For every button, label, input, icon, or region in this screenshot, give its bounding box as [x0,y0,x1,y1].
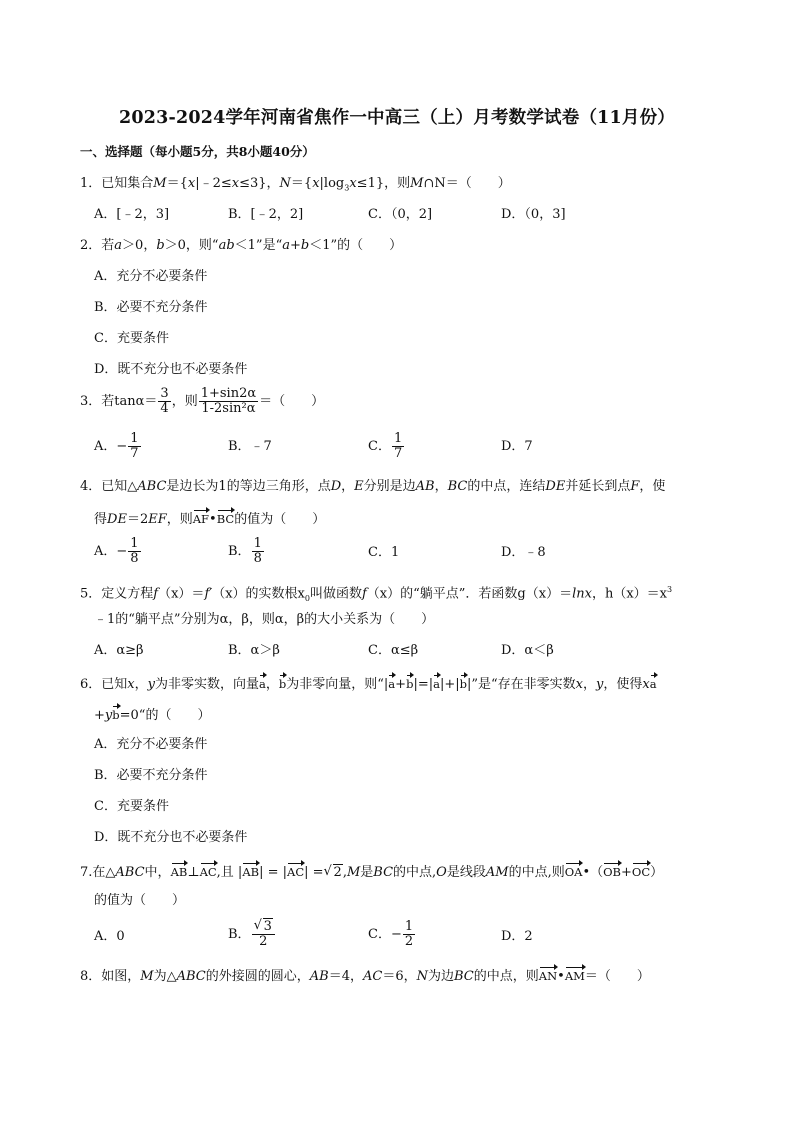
q8-text: 为边 [427,969,454,984]
q1-var: M [153,176,167,191]
q4-text: 4．已知△ [80,479,138,494]
q7-var: M [346,865,361,880]
q2-text: 2．若 [80,238,115,253]
q7-text: 是 [360,865,374,880]
q4-text: 的中点，连结 [467,479,546,494]
q2-var: ab [218,238,235,253]
q3-a-den: 7 [130,446,139,461]
q6-text: ，使得 [603,677,643,692]
q1-text: |log [319,176,345,191]
q3-option-a[interactable] [94,432,142,462]
q6-var: x [127,677,135,692]
q7-vector: AB [171,862,188,878]
q4-a-sign: − [116,544,128,559]
q7-var: ABC [115,865,145,880]
q1-text: ≤1}，则 [356,176,411,191]
q6-var: y [596,677,604,692]
q5-text: 5．定义方程 [80,586,154,602]
q7-option-a[interactable]: A．0 [94,929,125,944]
q8-dot: • [557,969,565,984]
q5-var: lnx [572,586,592,602]
q8-var: BC [454,969,474,984]
q4-text: 分别是边 [363,479,416,494]
q5-option-d[interactable]: D．α＜β [501,643,554,658]
q4-text: 是边长为1的等边三角形，点 [166,479,331,494]
q4-text: ＝2 [126,512,149,527]
q5-option-b[interactable]: B．α＞β [228,643,280,658]
q7-b-label: B． [228,927,251,942]
q7-option-d[interactable]: D．2 [501,929,533,944]
q4-option-a[interactable] [94,537,142,567]
q6-var: y [147,677,155,692]
q5-text: （x）＝ [158,586,205,602]
q4-b-num: 1 [253,536,262,551]
q7-c-num: 1 [404,919,414,934]
question-6-cont [94,705,210,724]
q4-text: 的值为（ ） [234,512,326,527]
q6-text: 为非零实数，向量 [155,677,260,692]
q7-b-num [252,920,275,935]
q8-text: 为△ [153,969,177,984]
q7-radicand: 2 [333,865,342,880]
q4-b-fraction [252,537,264,566]
q3-a-num: 1 [130,431,139,446]
q6-vector: b [279,674,286,690]
q7-b-fraction [252,920,275,949]
question-8 [80,966,650,985]
q5-option-a[interactable]: A．α≥β [94,643,144,658]
q6-vector: b [112,705,119,721]
q7-vector: OC [632,862,650,878]
q7-text: 7.在△ [80,865,116,880]
q7-text: ） [650,865,664,880]
q2-var: a [114,238,123,253]
question-3 [80,387,324,417]
q6-text: ， [583,677,597,692]
q6-text: + [395,677,407,692]
question-5-cont: ﹣1的“躺平点”分别为α，β，则α，β的大小关系为（ ） [94,612,435,627]
q4-option-d[interactable]: D．﹣8 [501,545,546,560]
q2-var: b [156,238,165,253]
q3-frac-den: 4 [160,401,169,416]
q5-subscript: 0 [304,593,310,603]
q4-text: ，则 [166,512,193,527]
q4-text: ， [434,479,448,494]
q4-a-num: 1 [130,536,139,551]
q8-text: 的外接圆的圆心， [205,969,310,984]
q4-b-label: B． [228,544,251,559]
q1-text: 1．已知集合 [80,176,154,191]
q5-var: f′ [204,586,213,602]
q2-option-a[interactable]: A．充分不必要条件 [94,269,208,284]
q7-text: （ [590,865,604,880]
q4-var: F [630,479,640,494]
q7-b-radicand: 3 [263,919,272,934]
q5-text: （x）的实数根x [212,586,305,602]
q4-var: BC [447,479,468,494]
q1-option-b[interactable]: B．[﹣2，2] [228,207,304,222]
q6-var: y [104,708,113,723]
q6-var: x [575,677,584,692]
q5-var: f [361,586,367,602]
q2-option-d[interactable]: D．既不充分也不必要条件 [94,362,248,377]
question-5 [80,582,672,607]
q5-option-c[interactable]: C．α≤β [368,643,419,658]
q7-dot: • [582,865,591,880]
q7-text: | = [304,865,324,880]
q7-text: 是线段 [446,865,486,880]
q3-a-sign: − [116,439,128,454]
q7-vector: AC [287,862,304,878]
q4-vector: AF [193,509,209,525]
question-2 [80,238,402,254]
q6-text: |”是“存在非零实数 [466,677,576,692]
q7-text: ,且 | [216,865,243,880]
q3-expr-den: 1-2sin²α [201,401,256,416]
q7-vector: OB [603,862,621,878]
q4-text: 得 [94,512,108,527]
q3-text: ，则 [171,394,198,409]
q1-text: ＝{ [166,176,188,191]
q5-text: ，h（x）＝x [591,586,667,602]
q4-var: ABC [137,479,167,494]
q1-var: x [312,176,320,191]
q6-vector: a [433,674,440,690]
q6-vector: a [388,674,395,690]
q6-text: ， [265,677,279,692]
q7-c-den: 2 [404,934,414,949]
q8-var: N [416,969,428,984]
q3-c-num: 1 [393,431,403,446]
q6-text: + [94,708,105,723]
q4-var: DE [545,479,566,494]
q4-b-den: 8 [253,551,262,566]
q7-var: O [436,865,447,880]
q3-a-label: A． [94,439,117,454]
q8-text: ＝6， [382,969,417,984]
q1-text: |﹣2≤ [195,176,232,191]
q2-text: ＞0，则“ [164,238,219,253]
q1-var: M [410,176,424,191]
q1-option-d[interactable]: D．（0，3] [501,207,566,222]
q7-text: | = | [259,865,288,880]
q4-option-c[interactable]: C．1 [368,545,400,560]
q8-text: ＝4， [328,969,363,984]
q4-dot: • [209,512,217,527]
q3-c-label: C． [368,439,391,454]
q7-c-label: C． [368,927,391,942]
q7-plus: + [621,865,632,880]
q2-option-c[interactable]: C．充要条件 [94,331,169,346]
q5-text: 叫做函数 [309,586,362,602]
q1-text: ∩N＝（ ） [423,176,511,191]
question-7-cont: 的值为（ ） [94,893,186,908]
q6-text: 为非零向量，则“| [286,677,389,692]
q1-option-a[interactable]: A．[﹣2，3] [94,207,170,222]
q7-vector: AC [200,862,217,878]
q4-var: EF [148,512,167,527]
q8-text: ＝（ ） [584,969,650,984]
q7-perp: ⊥ [187,865,200,880]
q2-var: a+b [282,238,310,253]
q6-vector: b [460,674,467,690]
q6-text: ， [134,677,148,692]
q7-text: 中， [144,865,171,880]
q3-c-den: 7 [393,446,403,461]
q6-text: 6．已知 [80,677,128,692]
q8-var: AB [309,969,329,984]
q7-c-sign: − [390,927,402,942]
section-heading: 一、选择题（每小题5分，共8小题40分） [80,144,315,159]
question-6 [80,674,657,693]
q1-option-c[interactable]: C．（0，2] [368,207,433,222]
q4-text: ，使 [639,479,666,494]
q4-var: D [330,479,342,494]
q5-superscript: 3 [667,585,673,594]
q1-var: x [349,176,357,191]
q7-b-den: 2 [259,934,268,949]
q3-option-c[interactable] [368,432,405,462]
q5-var: f [153,586,159,602]
q6-option-c[interactable]: C．充要条件 [94,799,169,814]
q8-var: AC [362,969,383,984]
q1-text: ＝{ [290,176,313,191]
q6-text: |=| [413,677,434,692]
q3-c-fraction [392,432,404,461]
q7-var: AM [485,865,509,880]
q3-expression [199,387,258,416]
q4-vector: BC [217,509,234,525]
q6-option-a[interactable]: A．充分不必要条件 [94,737,208,752]
q6-vector: a [650,674,657,690]
q3-frac-num: 3 [160,386,169,401]
q4-text: ， [341,479,355,494]
q2-text: ＜1”是“ [234,238,283,253]
q8-text: 8．如图， [80,969,141,984]
q6-vector: b [406,674,413,690]
question-4-cont [94,509,325,528]
q4-a-fraction [128,537,140,566]
q6-text: |+| [439,677,460,692]
q7-text: , [342,865,347,880]
question-4 [80,479,665,495]
q4-var: AB [415,479,435,494]
q7-var: BC [373,865,394,880]
q1-var: N [279,176,291,191]
q3-option-d[interactable]: D．7 [501,439,533,454]
q3-expr-num: 1+sin2α [200,386,257,401]
q1-text: ≤3}， [239,176,280,191]
q2-text: ＞0， [122,238,157,253]
q7-text: 的中点,则 [508,865,565,880]
q3-text: ＝（ ） [259,394,325,409]
q4-a-den: 8 [130,551,139,566]
q4-text: 并延长到点 [565,479,631,494]
q6-option-d[interactable]: D．既不充分也不必要条件 [94,830,248,845]
q4-var: DE [107,512,127,527]
q7-sqrt [324,865,343,881]
q1-var: x [187,176,196,191]
q8-vector: AN [539,966,557,982]
q7-option-c[interactable] [368,919,416,951]
page-title: 2023-2024学年河南省焦作一中高三（上）月考数学试卷（11月份） [118,108,676,128]
q6-var: x [642,677,650,692]
q3-fraction [158,387,170,416]
q1-var: x [231,176,240,191]
q2-option-b[interactable]: B．必要不充分条件 [94,300,208,315]
q5-text: （x）的“躺平点”．若函数g（x）＝ [366,586,573,602]
q7-c-fraction [403,920,415,949]
q7-vector: AB [242,862,259,878]
q3-a-fraction [128,432,140,461]
q3-text: 3．若tanα＝ [80,394,158,409]
question-7 [80,862,663,881]
q4-var: E [354,479,364,494]
q7-text: 的中点, [393,865,437,880]
q4-a-label: A． [94,544,117,559]
q7-vector: OA [565,862,583,878]
q6-vector: a [259,674,266,690]
q8-text: 的中点，则 [473,969,539,984]
q6-text: =0“的（ ） [119,708,211,723]
question-1 [80,176,511,197]
q8-vector: AM [565,966,585,982]
q6-option-b[interactable]: B．必要不充分条件 [94,768,208,783]
q2-text: ＜1”的（ ） [309,238,403,253]
q8-var: ABC [176,969,206,984]
q8-var: M [140,969,154,984]
q4-option-b[interactable] [228,537,265,567]
q7-option-b[interactable] [228,919,276,951]
q1-log-base: 3 [344,183,350,193]
q3-option-b[interactable]: B．﹣7 [228,439,272,454]
